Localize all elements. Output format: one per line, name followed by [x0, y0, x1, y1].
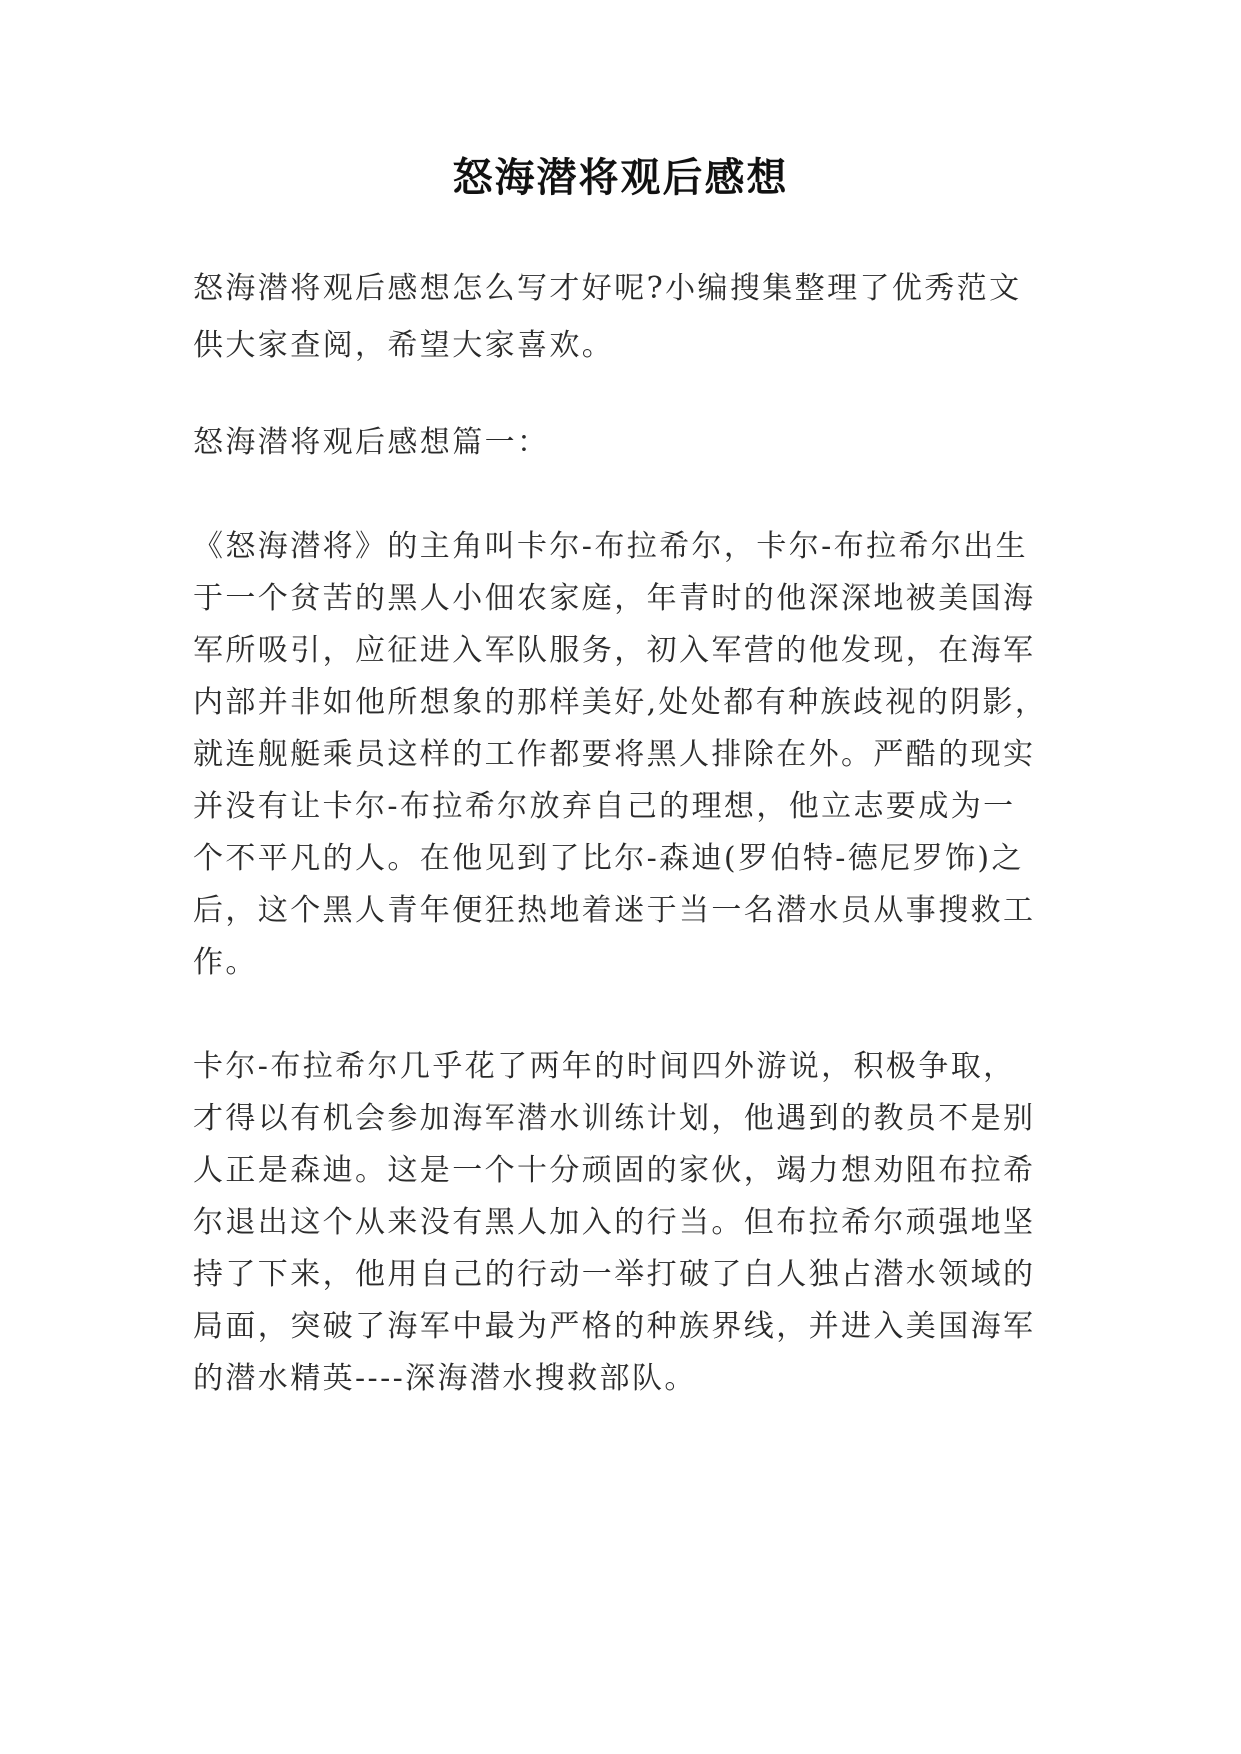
paragraph-line: 于一个贫苦的黑人小佃农家庭，年青时的他深深地被美国海 [193, 581, 1036, 616]
paragraph-line: 局面，突破了海军中最为严格的种族界线，并进入美国海军 [193, 1309, 1036, 1344]
intro-line: 供大家查阅，希望大家喜欢。 [193, 328, 615, 363]
paragraph-line: 军所吸引，应征进入军队服务，初入军营的他发现，在海军 [193, 633, 1036, 668]
paragraph-line: 并没有让卡尔-布拉希尔放弃自己的理想，他立志要成为一 [193, 789, 1016, 824]
paragraph-line: 作。 [193, 945, 258, 980]
document-title: 怒海潜将观后感想 [452, 154, 789, 201]
paragraph-line: 个不平凡的人。在他见到了比尔-森迪(罗伯特-德尼罗饰)之 [193, 841, 1024, 876]
paragraph-line: 人正是森迪。这是一个十分顽固的家伙，竭力想劝阻布拉希 [193, 1153, 1036, 1188]
paragraph-line: 《怒海潜将》的主角叫卡尔-布拉希尔，卡尔-布拉希尔出生 [193, 529, 1029, 564]
paragraph-line: 持了下来，他用自己的行动一举打破了白人独占潜水领域的 [193, 1257, 1036, 1292]
paragraph-line: 内部并非如他所想象的那样美好,处处都有种族歧视的阴影， [193, 685, 1048, 720]
paragraph-line: 卡尔-布拉希尔几乎花了两年的时间四外游说，积极争取， [193, 1049, 1016, 1084]
paragraph-line: 就连舰艇乘员这样的工作都要将黑人排除在外。严酷的现实 [193, 737, 1036, 772]
section-heading-text: 怒海潜将观后感想篇一： [193, 425, 550, 460]
paragraph-line: 后，这个黑人青年便狂热地着迷于当一名潜水员从事搜救工 [193, 893, 1036, 928]
paragraph-line: 尔退出这个从来没有黑人加入的行当。但布拉希尔顽强地坚 [193, 1205, 1036, 1240]
intro-line: 怒海潜将观后感想怎么写才好呢?小编搜集整理了优秀范文 [193, 271, 1022, 306]
paragraph-line: 的潜水精英----深海潜水搜救部队。 [193, 1361, 697, 1396]
paragraph-line: 才得以有机会参加海军潜水训练计划，他遇到的教员不是别 [193, 1101, 1036, 1136]
